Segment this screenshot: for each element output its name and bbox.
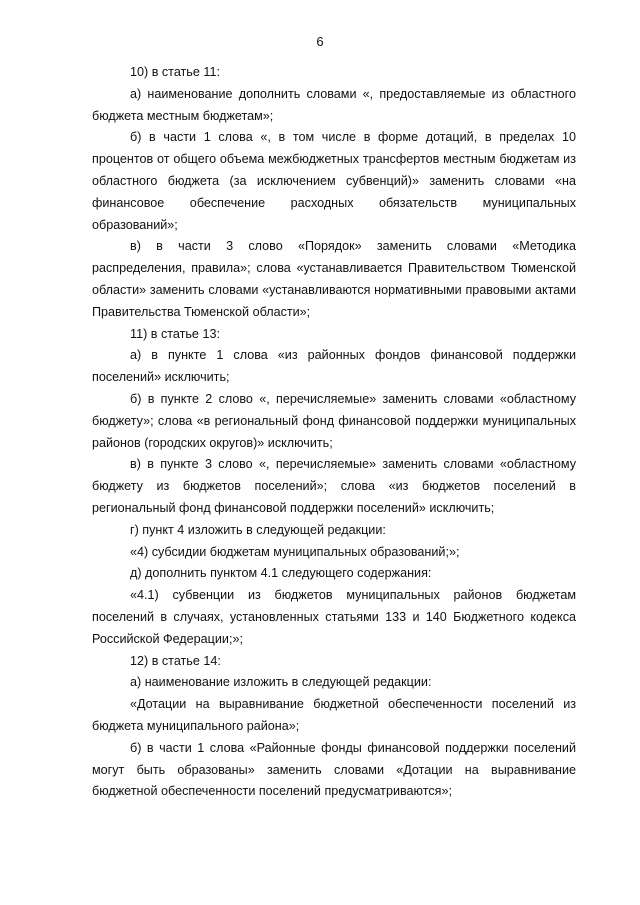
paragraph-13-d: д) дополнить пунктом 4.1 следующего содержания: — [130, 566, 432, 581]
paragraph-11-b: б) в части 1 слова «, в том числе в форме дотаций, в пределах 10 процентов от общего объема межбюджетных трансфертов местным бюджетам из областного бюджета (за исключением субвенций)» заменить словами «на финансовое обеспечение расходных обязательств муниципальных образований»; — [92, 130, 576, 232]
paragraph-13-v: в) в пункте 3 слово «, перечисляемые» заменить словами «областному бюджету из бюджетов поселений»; слова «из бюджетов поселений в региональный фонд финансовой поддержки поселений» исключить; — [92, 457, 576, 515]
paragraph-13-g: г) пункт 4 изложить в следующей редакции: — [130, 522, 386, 537]
paragraph-13-g-text: «4) субсидии бюджетам муниципальных образований;»; — [130, 544, 460, 559]
paragraph-13-d-text: «4.1) субвенции из бюджетов муниципальных районов бюджетам поселений в случаях, установленных статьями 133 и 140 Бюджетного кодекса Российской Федерации;»; — [92, 588, 576, 646]
paragraph-14-a: а) наименование изложить в следующей редакции: — [130, 675, 432, 690]
document-body — [92, 62, 576, 803]
paragraph-article-11-heading: 10) в статье 11: — [130, 65, 220, 79]
paragraph-article-14-heading: 12) в статье 14: — [130, 653, 221, 668]
paragraph-11-v: в) в части 3 слово «Порядок» заменить словами «Методика распределения, правила»; слова «устанавливается Правительством Тюменской области» заменить словами «устанавливаются нормативными правовыми актами Правительства Тюменской области»; — [92, 239, 576, 319]
paragraph-13-b: б) в пункте 2 слово «, перечисляемые» заменить словами «областному бюджету»; слова «в региональный фонд финансовой поддержки муниципальных районов (городских округов)» исключить; — [92, 391, 576, 450]
paragraph-13-a: а) в пункте 1 слова «из районных фондов финансовой поддержки поселений» исключить; — [92, 348, 576, 385]
paragraph-14-a-text: «Дотации на выравнивание бюджетной обеспеченности поселений из бюджета муниципального района»; — [92, 697, 576, 733]
paragraph-11-a: а) наименование дополнить словами «, предоставляемые из областного бюджета местным бюджетам»; — [92, 86, 576, 123]
page-number: 6 — [316, 34, 324, 49]
paragraph-14-b: б) в части 1 слова «Районные фонды финансовой поддержки поселений могут быть образованы» заменить словами «Дотации на выравнивание бюджетной обеспеченности поселений предусматриваются»; — [92, 740, 576, 799]
paragraph-article-13-heading: 11) в статье 13: — [130, 326, 220, 341]
